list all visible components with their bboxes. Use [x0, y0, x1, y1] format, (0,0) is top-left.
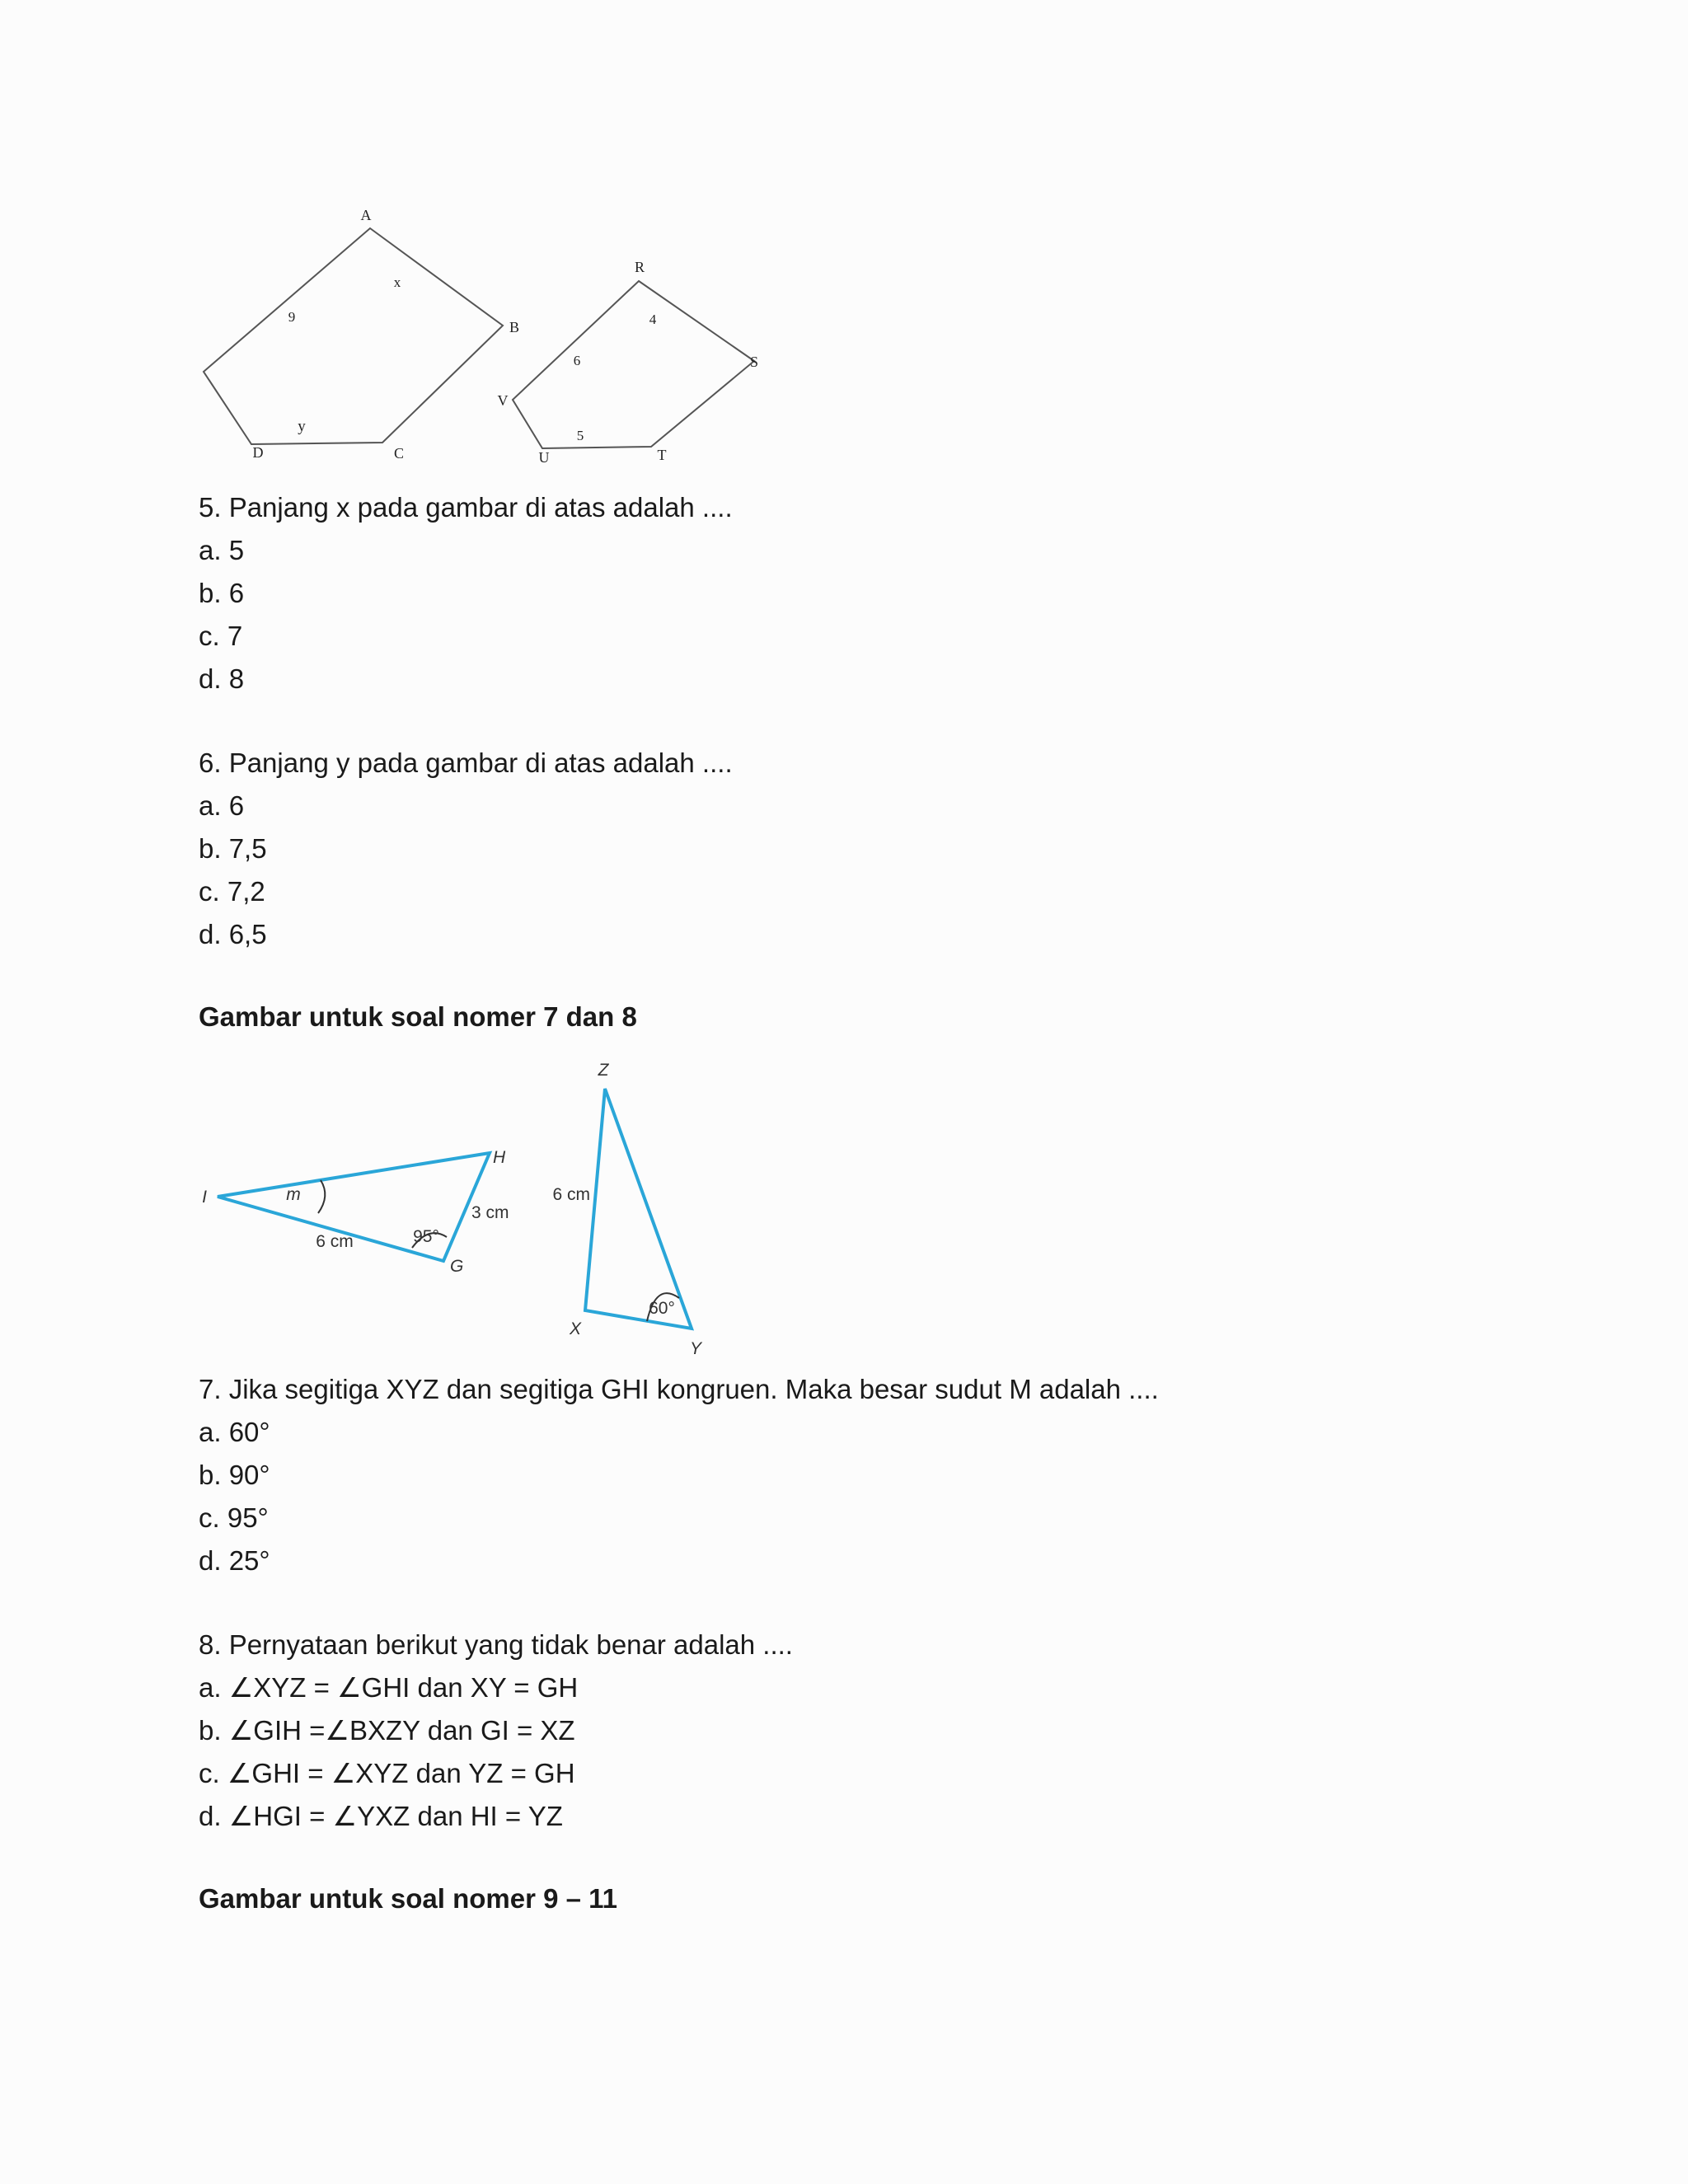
- section-heading-9-11: Gambar untuk soal nomer 9 – 11: [199, 1883, 618, 1914]
- vertex-label-h: H: [493, 1148, 506, 1167]
- side-label-rs: 4: [649, 312, 657, 327]
- triangles-figure: [181, 1051, 758, 1368]
- vertex-label-s: S: [750, 354, 759, 370]
- triangle-xyz: [585, 1089, 692, 1329]
- side-label-ut: 5: [576, 428, 584, 443]
- question-6-text: 6. Panjang y pada gambar di atas adalah ....: [199, 748, 733, 778]
- question-7-option-b: b. 90°: [199, 1460, 270, 1490]
- side-label-vr: 6: [573, 353, 581, 368]
- question-6-option-d: d. 6,5: [199, 919, 267, 949]
- vertex-label-a: A: [360, 207, 372, 223]
- question-5-option-d: d. 8: [199, 663, 245, 694]
- question-7-option-c: c. 95°: [199, 1502, 269, 1533]
- vertex-label-r: R: [634, 259, 645, 275]
- side-label-dc: y: [298, 418, 306, 435]
- side-label-zx: 6 cm: [552, 1185, 590, 1204]
- angle-label-95: 95°: [413, 1227, 439, 1246]
- question-8-option-d: d. ∠HGI = ∠YXZ dan HI = YZ: [199, 1801, 563, 1831]
- vertex-label-x: X: [569, 1319, 582, 1338]
- vertex-label-i: I: [202, 1188, 207, 1207]
- side-label-ab: x: [393, 274, 401, 290]
- section-heading-7-8: Gambar untuk soal nomer 7 dan 8: [199, 1001, 637, 1032]
- pentagon-abcd: [204, 228, 503, 444]
- vertex-label-y: Y: [689, 1339, 702, 1358]
- vertex-label-u: U: [538, 449, 550, 466]
- vertex-label-b: B: [509, 319, 520, 335]
- question-8-text: 8. Pernyataan berikut yang tidak benar adalah ....: [199, 1629, 793, 1660]
- vertex-label-z: Z: [598, 1061, 609, 1080]
- vertex-label-g: G: [450, 1257, 464, 1276]
- question-5-option-c: c. 7: [199, 621, 243, 651]
- question-6-option-c: c. 7,2: [199, 876, 265, 907]
- question-5-option-a: a. 5: [199, 535, 245, 565]
- question-7: [199, 1368, 1159, 1582]
- side-label-hg: 3 cm: [471, 1203, 509, 1222]
- vertex-label-c: C: [393, 445, 405, 462]
- question-8-option-b: b. ∠GIH =∠BXZY dan GI = XZ: [199, 1715, 575, 1746]
- angle-arc-m: [318, 1180, 325, 1213]
- angle-label-60: 60°: [649, 1299, 675, 1318]
- question-5-option-b: b. 6: [199, 578, 245, 608]
- question-5-text: 5. Panjang x pada gambar di atas adalah ....: [199, 492, 733, 523]
- question-8-option-c: c. ∠GHI = ∠XYZ dan YZ = GH: [199, 1758, 575, 1788]
- question-8-option-a: a. ∠XYZ = ∠GHI dan XY = GH: [199, 1672, 579, 1703]
- question-5: [199, 486, 733, 701]
- question-7-text: 7. Jika segitiga XYZ dan segitiga GHI kongruen. Maka besar sudut M adalah ....: [199, 1374, 1159, 1404]
- side-label-ig: 6 cm: [316, 1232, 354, 1251]
- vertex-label-v: V: [497, 392, 509, 409]
- vertex-label-d: D: [252, 444, 264, 461]
- question-6-option-b: b. 7,5: [199, 833, 267, 864]
- triangle-ghi: [218, 1153, 490, 1261]
- pentagon-figure: [181, 198, 775, 478]
- question-6: [199, 742, 733, 956]
- question-8: [199, 1624, 793, 1838]
- question-7-option-d: d. 25°: [199, 1545, 270, 1576]
- side-label-da: 9: [288, 309, 296, 325]
- angle-label-m: m: [286, 1185, 301, 1204]
- vertex-label-t: T: [657, 447, 667, 463]
- question-6-option-a: a. 6: [199, 790, 245, 821]
- pentagon-rstuv: [513, 281, 754, 448]
- question-7-option-a: a. 60°: [199, 1417, 270, 1447]
